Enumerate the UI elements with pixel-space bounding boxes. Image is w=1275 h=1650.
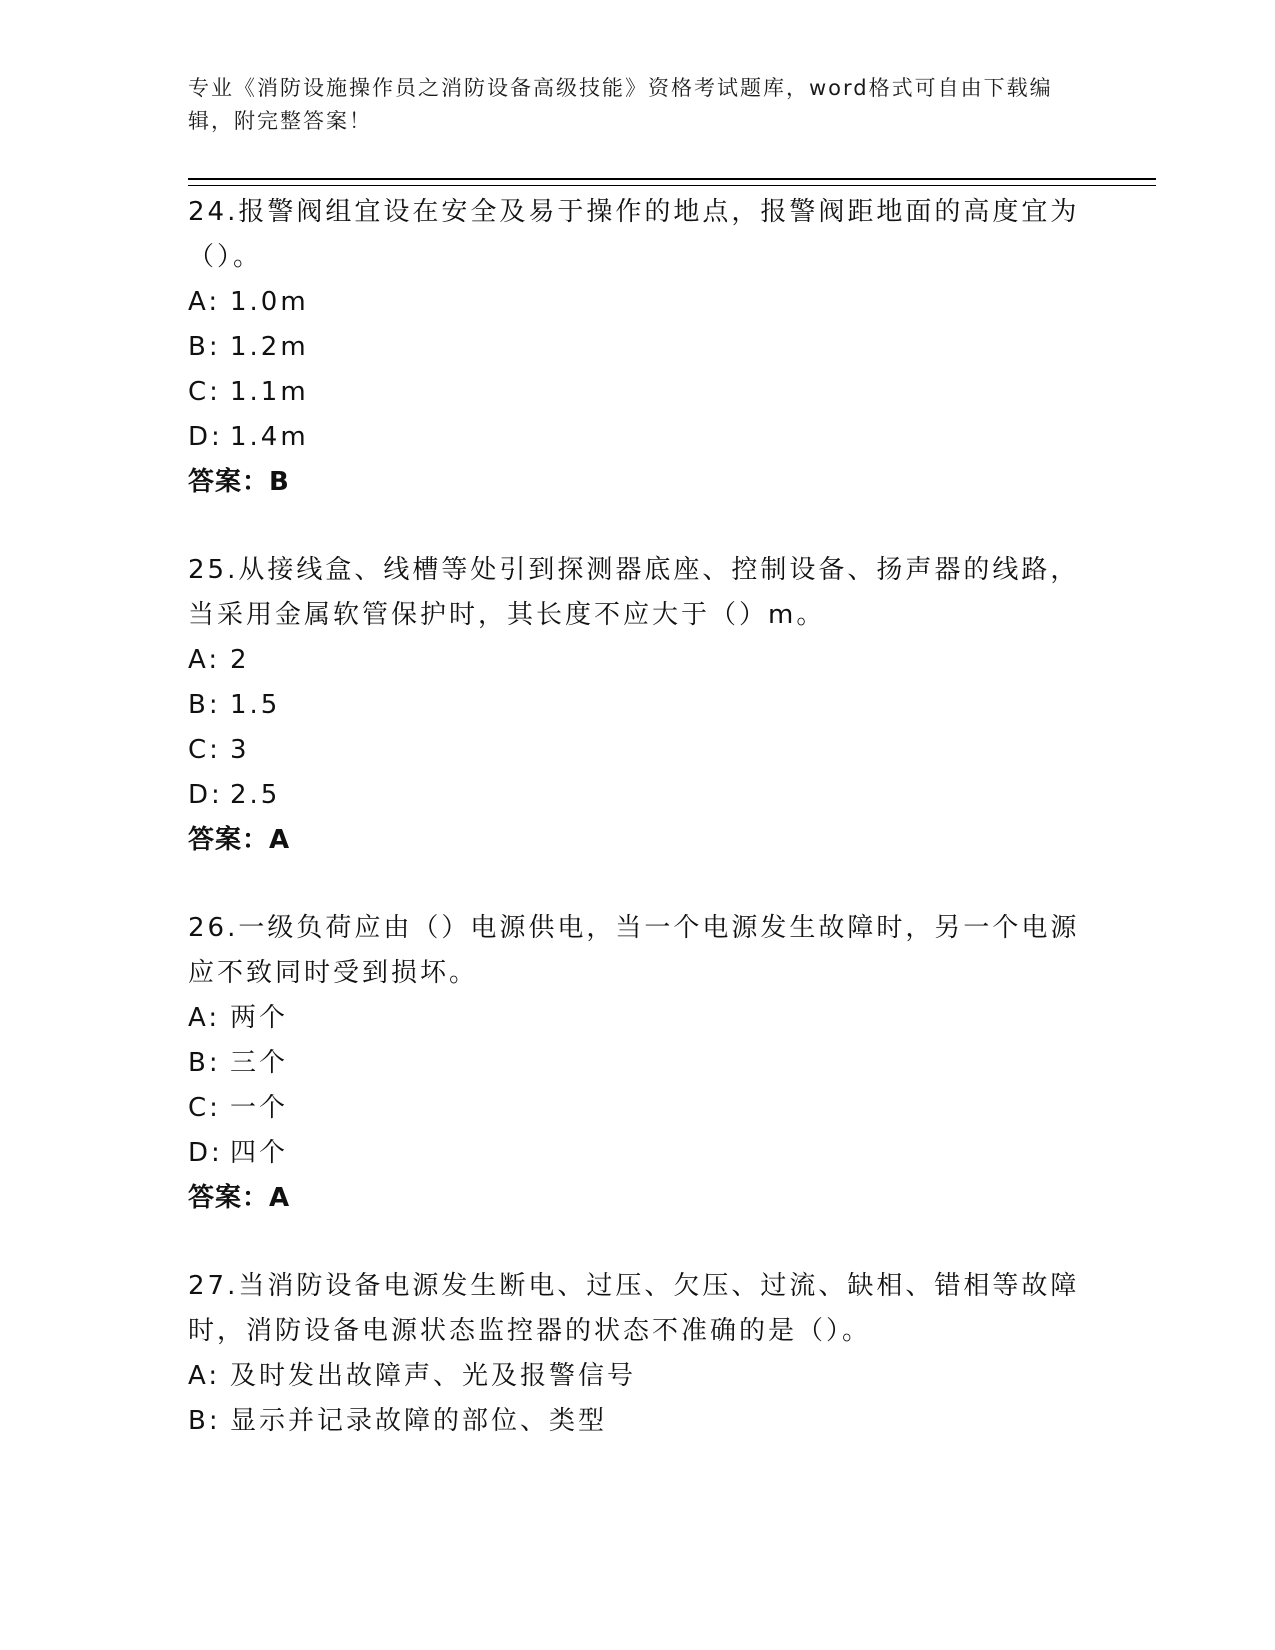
question-text: 26.一级负荷应由（）电源供电，当一个电源发生故障时，另一个电源应不致同时受到损坏。 <box>188 913 1080 988</box>
header-rule-thick <box>188 178 1156 180</box>
option-text: 2.5 <box>230 780 281 810</box>
question-text: 24.报警阀组宜设在安全及易于操作的地点，报警阀距地面的高度宜为（）。 <box>188 197 1080 272</box>
option-text: 2 <box>230 645 250 675</box>
option-text: 三个 <box>230 1048 289 1078</box>
option-b <box>188 1399 1088 1444</box>
option-c <box>188 728 1088 773</box>
answer-line: 答案：B <box>188 467 290 497</box>
option-letter: A: <box>188 287 221 317</box>
option-a <box>188 280 1088 325</box>
option-letter: A: <box>188 645 221 675</box>
option-letter: C: <box>188 377 221 407</box>
option-b <box>188 683 1088 728</box>
option-letter: B: <box>188 1406 221 1436</box>
option-c <box>188 370 1088 415</box>
option-text: 1.0m <box>230 287 309 317</box>
option-d <box>188 1131 1088 1176</box>
document-header: 专业《消防设施操作员之消防设备高级技能》资格考试题库，word格式可自由下载编辑，附完整答案！ <box>188 76 1053 133</box>
option-text: 1.5 <box>230 690 281 720</box>
question-text: 27.当消防设备电源发生断电、过压、欠压、过流、缺相、错相等故障时，消防设备电源状态监控器的状态不准确的是（）。 <box>188 1271 1080 1346</box>
option-text: 一个 <box>230 1093 289 1123</box>
option-c <box>188 1086 1088 1131</box>
option-text: 1.4m <box>230 422 309 452</box>
option-a <box>188 996 1088 1041</box>
answer-line: 答案：A <box>188 825 291 855</box>
option-letter: B: <box>188 1048 221 1078</box>
option-text: 显示并记录故障的部位、类型 <box>230 1406 608 1436</box>
option-d <box>188 415 1088 460</box>
question-24 <box>188 190 1088 505</box>
option-text: 及时发出故障声、光及报警信号 <box>230 1361 637 1391</box>
option-text: 3 <box>230 735 250 765</box>
question-text: 25.从接线盒、线槽等处引到探测器底座、控制设备、扬声器的线路，当采用金属软管保护时，其长度不应大于（）m。 <box>188 555 1080 630</box>
option-d <box>188 773 1088 818</box>
option-letter: C: <box>188 1093 221 1123</box>
question-26 <box>188 906 1088 1221</box>
option-letter: D: <box>188 422 223 452</box>
option-text: 两个 <box>230 1003 289 1033</box>
header-rule-thin <box>188 185 1156 186</box>
option-letter: D: <box>188 780 223 810</box>
question-27 <box>188 1264 1088 1444</box>
option-letter: D: <box>188 1138 223 1168</box>
question-25 <box>188 548 1088 863</box>
option-b <box>188 1041 1088 1086</box>
answer-line: 答案：A <box>188 1183 291 1213</box>
option-letter: A: <box>188 1003 221 1033</box>
option-letter: B: <box>188 690 221 720</box>
option-letter: A: <box>188 1361 221 1391</box>
option-a <box>188 638 1088 683</box>
question-list <box>188 190 1088 1487</box>
option-text: 1.2m <box>230 332 309 362</box>
option-b <box>188 325 1088 370</box>
option-letter: C: <box>188 735 221 765</box>
option-a <box>188 1354 1088 1399</box>
option-letter: B: <box>188 332 221 362</box>
option-text: 1.1m <box>230 377 309 407</box>
option-text: 四个 <box>230 1138 289 1168</box>
